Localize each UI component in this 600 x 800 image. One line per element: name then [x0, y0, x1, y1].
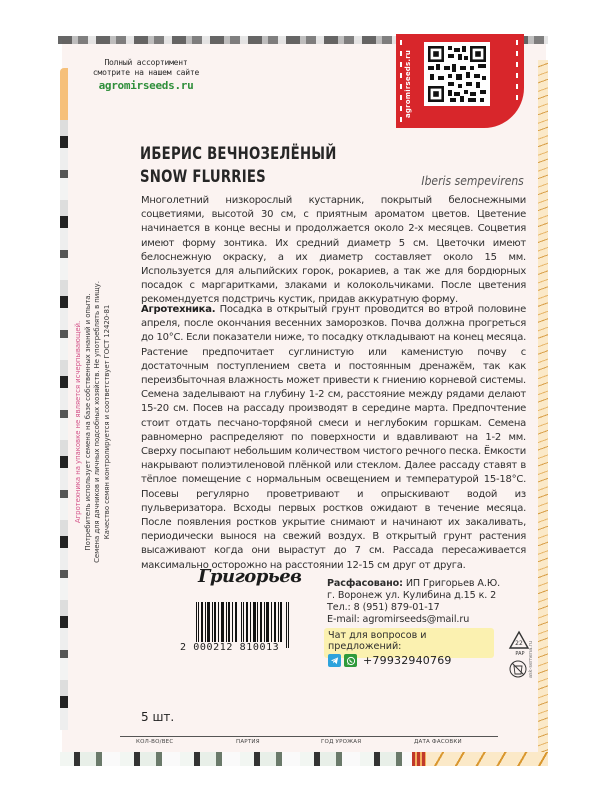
chat-phone[interactable]: +79932940769	[363, 654, 452, 667]
product-title-line-2: SNOW FLURRIES	[140, 167, 266, 187]
chat-label: Чат для вопросов и предложений:	[328, 630, 427, 652]
promo-site-link[interactable]: agromirseeds.ru	[98, 79, 194, 92]
label-quantity-weight: КОЛ-ВО/ВЕС	[136, 739, 174, 745]
disclaimer-vertical	[74, 232, 112, 612]
packer-email[interactable]: E-mail: agromirseeds@mail.ru	[327, 614, 470, 625]
brand-logo: Григорьев	[198, 566, 302, 587]
agrotechnics-text: Посадка в открытый грунт проводится во втрой половине апреля, после окончания весенних заморозков. Почва должна прогреться до 10°С. Если показатели ниже, то посадку откладывают на конец месяца. Растение предпочитает суглинистую или каменистую почву с достаточным поступлением света и постоянным дренажём, так как переизбыточная влажность может привести к гниению корневой системы. Семена заделывают на глубину 1-2 см, расстояние между рядами делают 15-20 см. Посев на рассаду производят в середине марта. Предпочтение стоит отдать песчано-торфяной смеси и неглубоким горшкам. Семена равномерно распределяют по поверхности и вдавливают на 1-2 мм. Сверху посыпают небольшим количеством чистого речного песка. Ёмкости накрывают полиэтиленовой плёнкой или стеклом. Далее рассаду ставят в тёплое помещение с нормальным освещением и температурой 15-18°С. Посевы регулярно проветривают и опрыскивают водой из пульверизатора. Всходы первых ростков ожидают в течение месяца. После появления ростков укрытие снимают и начинают их закаливать, периодически вынося на свежий воздух. В открытый грунт растения высаживают когда они вырастут до 7 см. Рассада пересаживается максимально осторожно на расстоянии 12-15 см друг от друга.	[141, 304, 526, 571]
qr-tag	[396, 34, 524, 128]
quantity: 5 шт.	[141, 710, 175, 724]
no-litter-icon	[508, 659, 528, 679]
recycle-triangle-icon	[508, 630, 530, 652]
stitch-left	[400, 40, 402, 122]
footer-rule	[120, 736, 498, 737]
chat-contact-box	[324, 628, 494, 667]
packer-name: ИП Григорьев А.Ю.	[402, 578, 501, 589]
packet-bottom-edge-stripe	[412, 752, 426, 766]
disclaimer-warning: Агротехника на упаковке не является исчерпывающей.	[74, 320, 82, 524]
agrotechnics-heading: Агротехника.	[141, 304, 216, 315]
packet-left-edge-accent	[60, 68, 68, 128]
disclaimer-line-2: Потребитель использует семена на базе собственных знаний и опыта.	[83, 293, 92, 551]
agrotechnics-section	[141, 303, 526, 573]
recycle-material: PAP	[515, 651, 525, 657]
product-title-line-1: ИБЕРИС ВЕЧНОЗЕЛЁНЫЙ	[140, 144, 337, 164]
recycle-site: ask-semena.ru	[528, 640, 534, 678]
qr-code-icon	[428, 46, 486, 102]
label-harvest-year: ГОД УРОЖАЯ	[321, 739, 362, 745]
packer-address: г. Воронеж ул. Кулибина д.15 к. 2	[327, 590, 497, 601]
packet-right-edge	[538, 60, 548, 760]
product-title	[140, 143, 337, 189]
packer-info	[327, 578, 500, 626]
telegram-icon[interactable]	[328, 654, 341, 667]
footer-labels	[120, 739, 520, 751]
disclaimer-line-3: Семена для дачников и личных подсобных хозяйств. Не употреблять в пищу.	[93, 281, 102, 563]
packet-left-edge	[60, 120, 68, 730]
promo-block	[86, 58, 206, 94]
description-text: Многолетний низкорослый кустарник, покрытый белоснежными соцветиями, высотой 30 см, с приятным ароматом цветов. Цветение начинается в конце весны и продолжается около 2-х месяцев. Соцветия имеют форму зонтика. Их средний диаметр 5 см. Цветочки имеют белоснежную окраску, а их диаметр составляет около 15 мм. Используется для альпийских горок, рокариев, а так же для бордюрных посадок с маргаритками, злаками и колокольчиками. После цветения рекомендуется подстричь кустик, придав аккуратную форму.	[141, 195, 526, 306]
qr-code[interactable]	[424, 42, 490, 106]
label-packing-date: ДАТА ФАСОВКИ	[414, 739, 462, 745]
disclaimer-line-4: Качество семян контролируется и соответствует ГОСТ 12420-81	[102, 304, 111, 540]
whatsapp-icon[interactable]	[344, 654, 357, 667]
stitch-right	[516, 40, 518, 100]
promo-line-1: Полный ассортимент	[104, 58, 188, 67]
promo-line-2: смотрите на нашем сайте	[92, 68, 200, 77]
packer-phone[interactable]: Тел.: 8 (951) 879-01-17	[327, 602, 440, 613]
label-batch: ПАРТИЯ	[236, 739, 260, 745]
recycle-code: 22	[515, 640, 523, 647]
packet-bottom-edge-pattern	[412, 752, 548, 766]
packer-label: Расфасовано:	[327, 578, 403, 589]
latin-name: Iberis sempevirens	[421, 174, 524, 188]
barcode-number: 2 000212 810013	[180, 642, 280, 653]
qr-tag-site: agromirseeds.ru	[404, 49, 412, 118]
